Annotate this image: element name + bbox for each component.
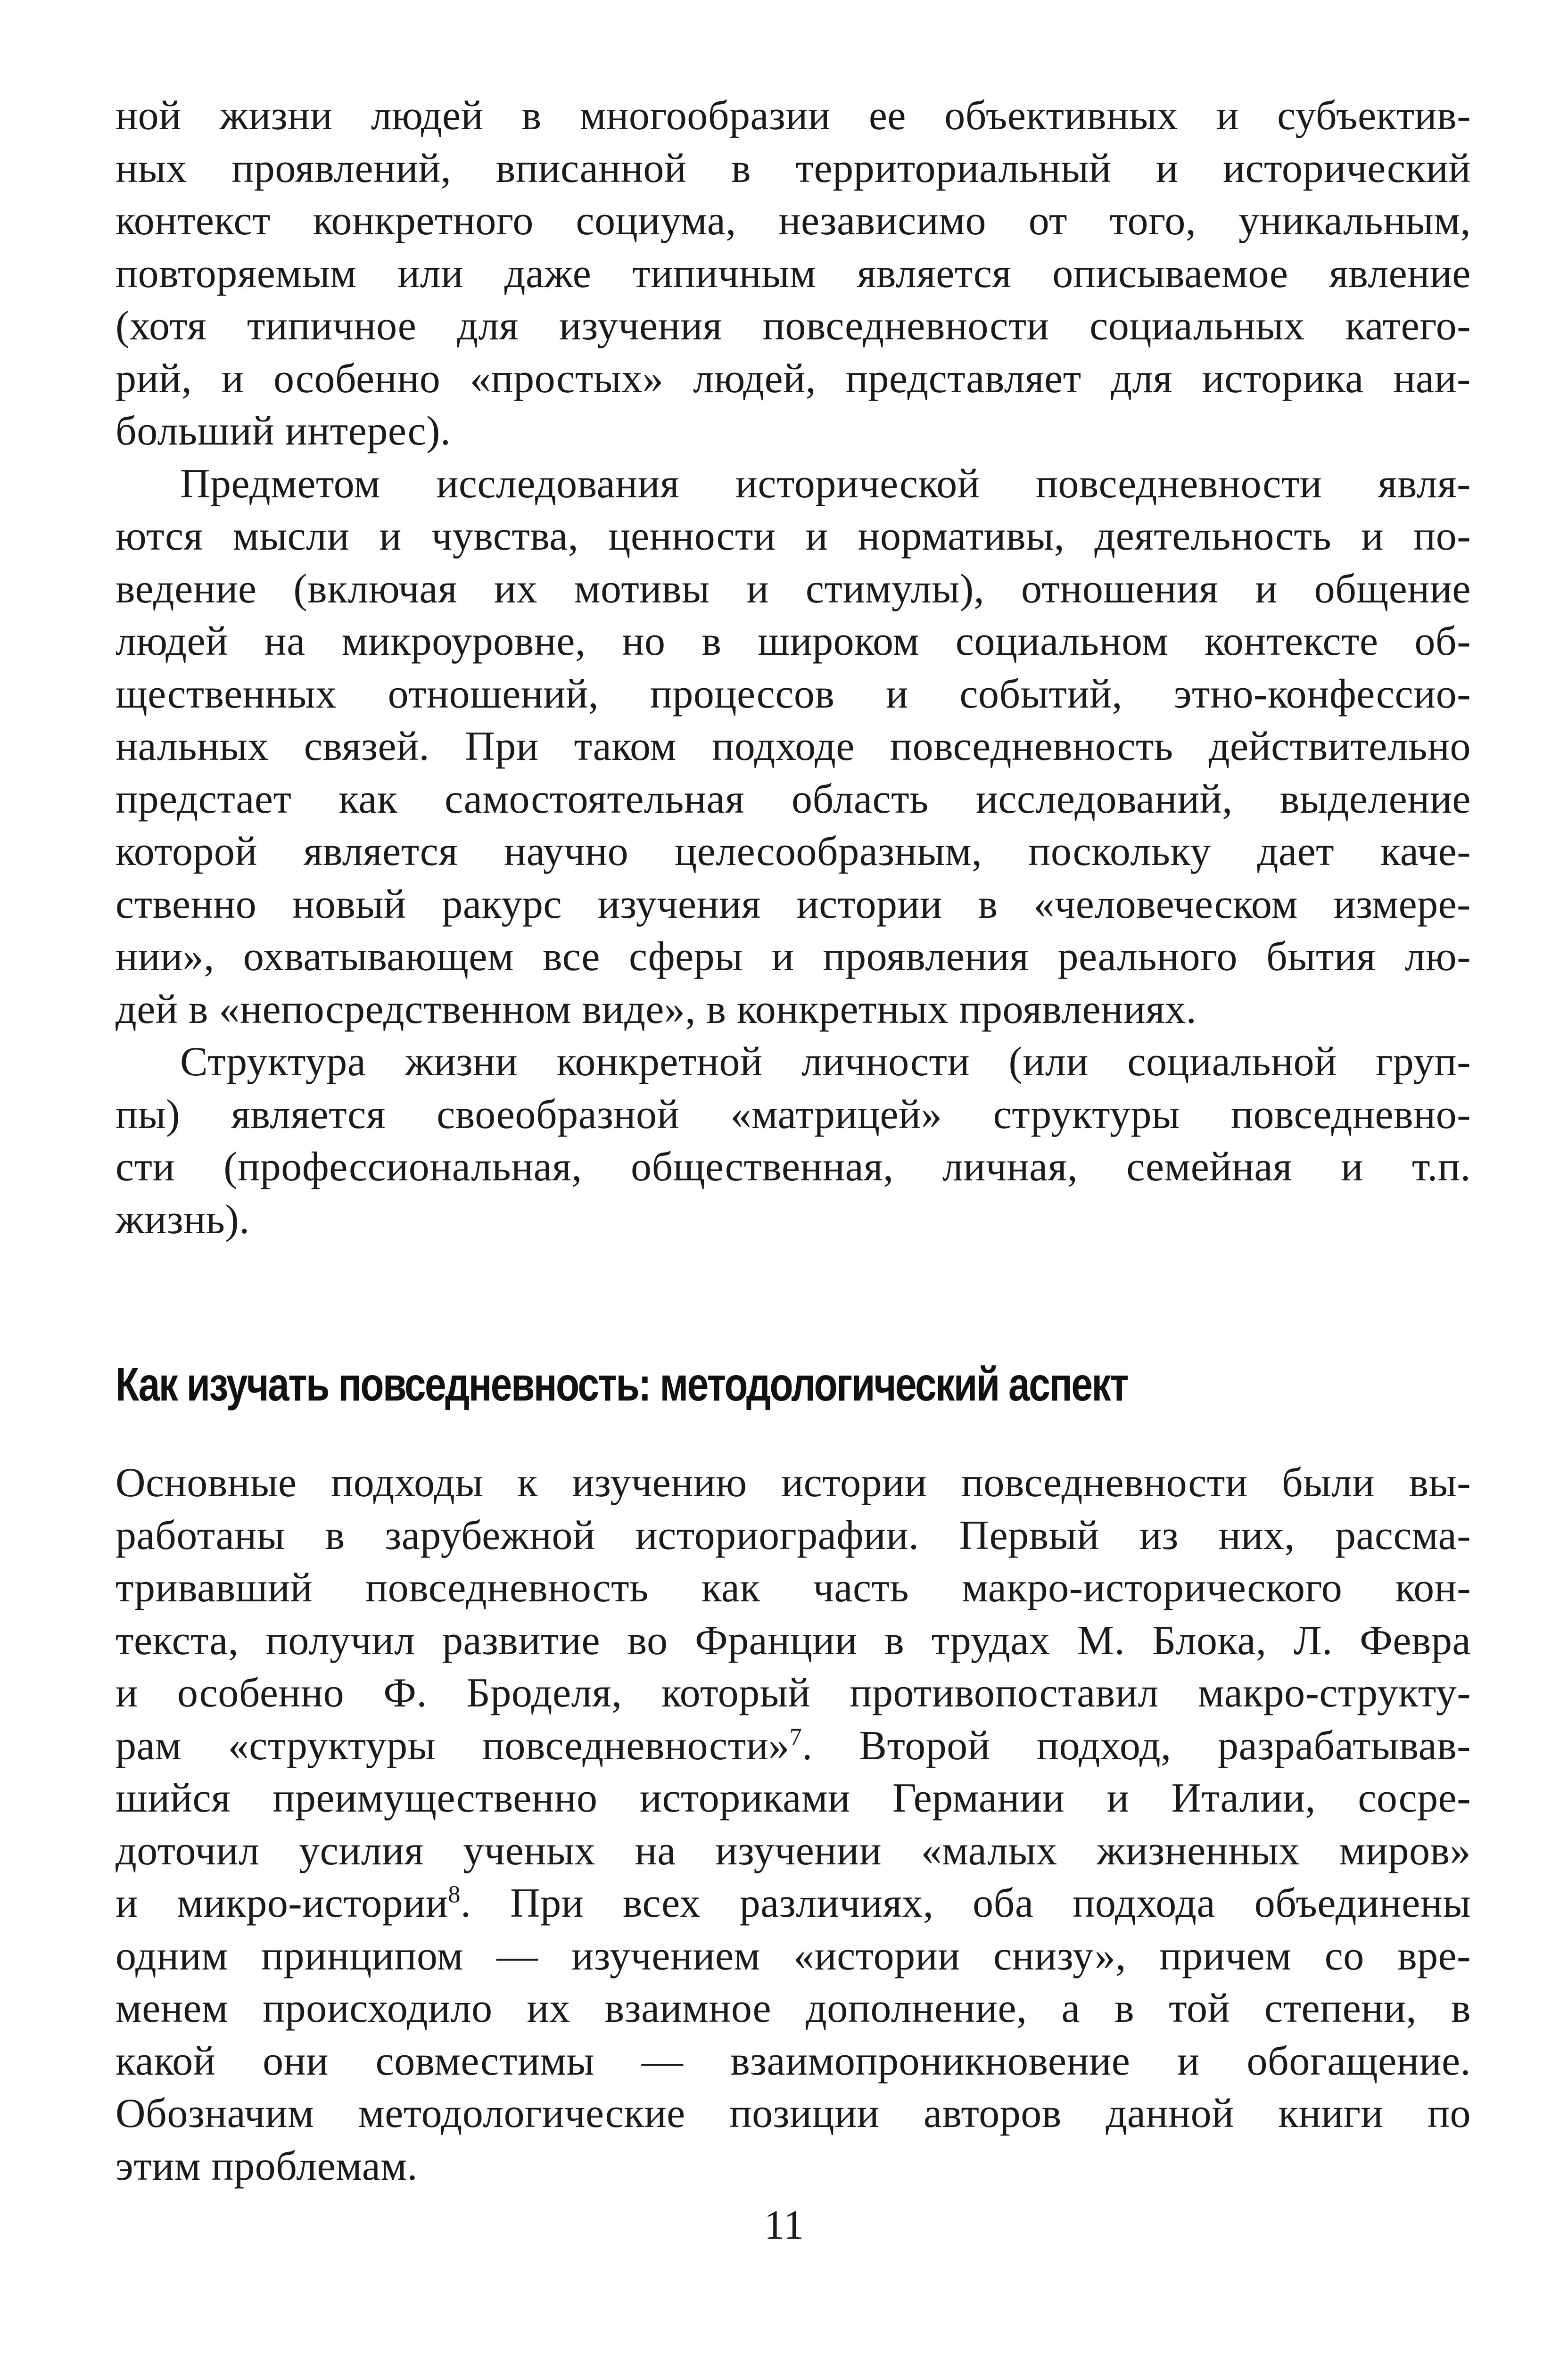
book-page [116, 90, 1471, 2189]
text-line: сти (профессиональная, общественная, личная, семейная и т.п. [116, 1144, 1471, 1190]
text-line: людей на микроуровне, но в широком социальном контексте об- [116, 618, 1471, 664]
text-line: которой является научно целесообразным, поскольку дает каче- [116, 829, 1471, 874]
text-line: шийся преимущественно историками Германии и Италии, сосре- [116, 1775, 1471, 1821]
text-line: повторяемым или даже типичным является описываемое явление [116, 250, 1471, 297]
text-line: нии», охватывающем все сферы и проявления реального бытия лю- [116, 934, 1471, 980]
text-line: контекст конкретного социума, независимо от того, уникальным, [116, 198, 1471, 244]
text-line: предстает как самостоятельная область исследований, выделение [116, 776, 1471, 822]
text-line: рий, и особенно «простых» людей, представляет для историка наи- [116, 355, 1471, 402]
text-line: (хотя типичное для изучения повседневности социальных катего- [116, 303, 1471, 349]
text-line: менем происходило их взаимное дополнение, а в той степени, в [116, 1986, 1471, 2031]
text-line: ведение (включая их мотивы и стимулы), отношения и общение [116, 566, 1471, 612]
section-body [116, 1457, 1471, 2192]
text-segment: и микро-истории [116, 1880, 448, 1926]
text-segment: . При всех различиях, оба подхода объединены [460, 1880, 1471, 1926]
text-line: Основные подходы к изучению истории повседневности были вы- [116, 1460, 1471, 1506]
text-line: нальных связей. При таком подходе повседневность действительно [116, 724, 1471, 769]
text-line: ных проявлений, вписанной в территориальный и исторический [116, 145, 1471, 191]
paragraph-4 [116, 1457, 1471, 2192]
text-line: тривавший повседневность как часть макро-исторического кон- [116, 1565, 1471, 1611]
text-line: одним принципом — изучением «истории снизу», причем со вре- [116, 1933, 1471, 1979]
text-line: какой они совместимы — взаимопроникновение и обогащение. [116, 2038, 1471, 2084]
text-line: пы) является своеобразной «матрицей» структуры повседневно- [116, 1091, 1471, 1137]
text-line: ственно новый ракурс изучения истории в «человеческом измере- [116, 881, 1471, 927]
text-line-with-footnote [116, 1877, 1471, 1930]
text-line: Предметом исследования исторической повседневности явля- [180, 461, 1471, 507]
text-line: ной жизни людей в многообразии ее объективных и субъектив- [116, 93, 1471, 139]
page-number: 11 [764, 2202, 804, 2248]
text-line: Обозначим методологические позиции авторов данной книги по [116, 2091, 1471, 2136]
text-line: щественных отношений, процессов и событий, этно-конфессио- [116, 671, 1471, 717]
text-line: доточил усилия ученых на изучении «малых жизненных миров» [116, 1828, 1471, 1874]
section-heading: Как изучать повседневность: методологический аспект [116, 1358, 1128, 1411]
text-segment: рам «структуры повседневности» [116, 1722, 790, 1769]
text-line: жизнь). [116, 1196, 250, 1243]
text-line: дей в «непосредственном виде», в конкретных проявлениях. [116, 986, 1197, 1032]
text-line: текста, получил развитие во Франции в трудах М. Блока, Л. Февра [116, 1617, 1471, 1664]
text-line: больший интерес). [116, 408, 451, 454]
text-line: Структура жизни конкретной личности (или социальной груп- [180, 1039, 1471, 1085]
text-segment: . Второй подход, разрабатывав- [802, 1722, 1471, 1769]
paragraph-1 [116, 90, 1471, 458]
text-line: ются мысли и чувства, ценности и нормативы, деятельность и по- [116, 513, 1471, 559]
paragraph-2 [116, 458, 1471, 1036]
text-line: работаны в зарубежной историографии. Первый из них, рассма- [116, 1512, 1471, 1558]
text-line-with-footnote [116, 1720, 1471, 1772]
text-line: этим проблемам. [116, 2143, 418, 2189]
footnote-marker[interactable]: 8 [448, 1881, 461, 1908]
text-line: и особенно Ф. Броделя, который противопоставил макро-структу- [116, 1670, 1471, 1716]
footnote-marker[interactable]: 7 [789, 1723, 802, 1751]
paragraph-3 [116, 1036, 1471, 1246]
